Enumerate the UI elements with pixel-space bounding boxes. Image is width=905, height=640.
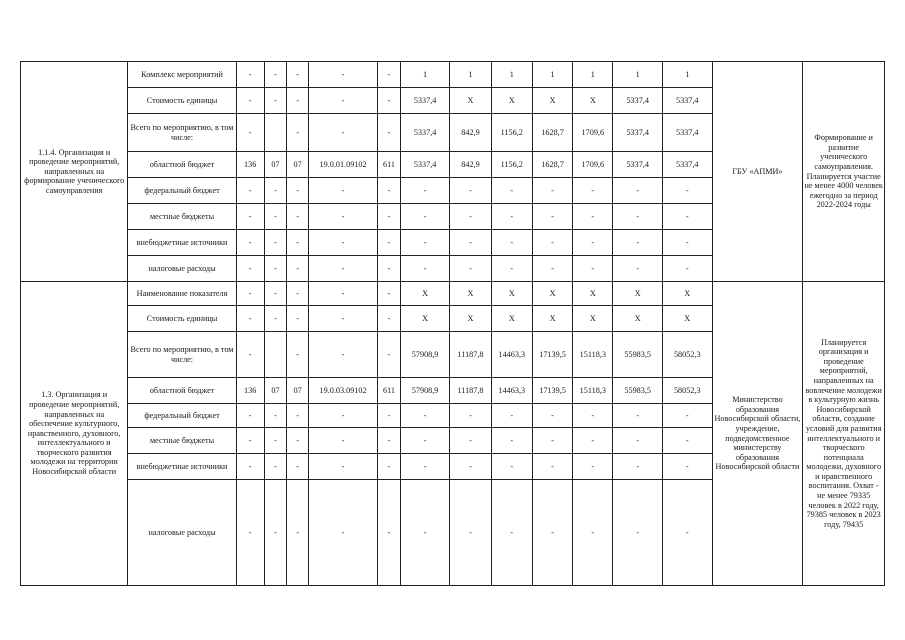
table-cell: - — [378, 178, 401, 204]
table-cell: - — [308, 454, 377, 480]
table-cell: - — [532, 256, 572, 282]
table-cell: - — [308, 428, 377, 454]
table-cell: 1156,2 — [491, 114, 532, 152]
table-cell: - — [662, 178, 712, 204]
executor: Министерство образования Новосибирской области, учреждение, подведомственное министерству образования Новосибирской области — [712, 282, 803, 586]
table-cell: - — [378, 306, 401, 332]
table-cell: - — [308, 88, 377, 114]
table-cell: - — [287, 282, 309, 306]
table-cell: 5337,4 — [613, 152, 663, 178]
table-cell: - — [264, 454, 287, 480]
table-cell: 57908,9 — [400, 378, 450, 404]
row-label: внебюджетные источники — [128, 230, 236, 256]
table-cell: - — [236, 256, 264, 282]
table-cell: - — [532, 230, 572, 256]
table-cell: 1 — [491, 62, 532, 88]
table-cell: - — [491, 256, 532, 282]
table-cell: 1 — [400, 62, 450, 88]
table-cell: 19.0.03.09102 — [308, 378, 377, 404]
table-cell: - — [236, 332, 264, 378]
table-cell: - — [264, 282, 287, 306]
table-cell — [264, 332, 287, 378]
table-cell: 5337,4 — [400, 152, 450, 178]
table-cell: - — [236, 230, 264, 256]
table-cell: - — [264, 178, 287, 204]
table-cell: - — [662, 204, 712, 230]
table-cell: X — [573, 88, 613, 114]
table-cell: - — [236, 204, 264, 230]
table-cell: 17139,5 — [532, 378, 572, 404]
table-row — [21, 282, 885, 306]
table-cell: - — [236, 88, 264, 114]
table-cell: - — [308, 114, 377, 152]
table-cell: 19.0.01.09102 — [308, 152, 377, 178]
table-cell: - — [613, 480, 663, 586]
row-label: Стоимость единицы — [128, 88, 236, 114]
table-cell: X — [400, 306, 450, 332]
table-cell: 1709,6 — [573, 152, 613, 178]
table-cell: - — [491, 230, 532, 256]
table-cell: - — [308, 62, 377, 88]
row-label: областной бюджет — [128, 378, 236, 404]
table-cell: - — [491, 428, 532, 454]
table-cell: - — [236, 282, 264, 306]
row-label: внебюджетные источники — [128, 454, 236, 480]
row-label: Стоимость единицы — [128, 306, 236, 332]
table-cell: - — [287, 204, 309, 230]
activity-name: 1.1.4. Организация и проведение мероприятий, направленных на формирование ученического самоуправления — [21, 62, 128, 282]
table-cell: - — [573, 454, 613, 480]
table-cell: 15118,3 — [573, 378, 613, 404]
table-cell: - — [532, 428, 572, 454]
table-cell: 136 — [236, 152, 264, 178]
table-row — [21, 62, 885, 88]
table-cell: - — [662, 404, 712, 428]
table-cell: - — [400, 428, 450, 454]
table-cell: - — [287, 404, 309, 428]
table-cell: - — [264, 306, 287, 332]
table-cell: 5337,4 — [662, 88, 712, 114]
table-cell: - — [400, 404, 450, 428]
table-cell: - — [378, 480, 401, 586]
row-label: местные бюджеты — [128, 204, 236, 230]
table-cell: - — [264, 404, 287, 428]
table-cell: - — [613, 230, 663, 256]
table-cell: X — [662, 306, 712, 332]
table-cell: - — [573, 230, 613, 256]
table-cell: 1628,7 — [532, 114, 572, 152]
table-cell: - — [532, 178, 572, 204]
table-cell: - — [287, 332, 309, 378]
table-cell: - — [378, 62, 401, 88]
table-cell: - — [287, 480, 309, 586]
table-cell: - — [236, 306, 264, 332]
row-label: Всего по мероприятию, в том числе: — [128, 114, 236, 152]
table-cell: - — [491, 404, 532, 428]
table-cell: - — [264, 256, 287, 282]
table-cell: X — [613, 306, 663, 332]
table-cell: - — [491, 454, 532, 480]
table-cell: - — [264, 62, 287, 88]
budget-table — [20, 61, 885, 586]
table-cell: - — [450, 178, 491, 204]
table-cell: 1 — [573, 62, 613, 88]
table-cell: - — [287, 454, 309, 480]
table-cell: 07 — [264, 152, 287, 178]
table-cell: - — [236, 114, 264, 152]
table-cell: 58052,3 — [662, 332, 712, 378]
table-cell: 1 — [450, 62, 491, 88]
table-cell: 611 — [378, 378, 401, 404]
table-cell: - — [264, 204, 287, 230]
table-cell: - — [378, 428, 401, 454]
table-cell: X — [450, 306, 491, 332]
table-cell: - — [378, 114, 401, 152]
table-cell: 15118,3 — [573, 332, 613, 378]
row-label: федеральный бюджет — [128, 404, 236, 428]
table-cell: - — [287, 230, 309, 256]
table-cell: X — [532, 306, 572, 332]
table-cell: - — [308, 404, 377, 428]
table-cell: - — [662, 230, 712, 256]
table-cell: - — [378, 256, 401, 282]
table-cell: - — [287, 114, 309, 152]
row-label: налоговые расходы — [128, 256, 236, 282]
table-cell: 1628,7 — [532, 152, 572, 178]
table-cell: 136 — [236, 378, 264, 404]
table-cell: X — [400, 282, 450, 306]
table-cell: - — [532, 480, 572, 586]
table-cell: - — [236, 62, 264, 88]
row-label: Комплекс мероприятий — [128, 62, 236, 88]
table-cell: - — [378, 88, 401, 114]
table-cell: - — [613, 178, 663, 204]
table-cell: - — [308, 306, 377, 332]
table-cell: - — [450, 230, 491, 256]
table-cell: - — [264, 230, 287, 256]
table-cell: 842,9 — [450, 114, 491, 152]
table-cell: - — [287, 428, 309, 454]
table-cell: 1 — [662, 62, 712, 88]
table-cell: - — [491, 480, 532, 586]
table-cell: - — [308, 256, 377, 282]
table-cell: 07 — [264, 378, 287, 404]
table-cell: - — [400, 454, 450, 480]
table-cell: 5337,4 — [662, 152, 712, 178]
table-cell: 58052,3 — [662, 378, 712, 404]
table-cell: - — [378, 454, 401, 480]
table-cell: - — [613, 204, 663, 230]
table-cell: - — [613, 454, 663, 480]
table-cell: 842,9 — [450, 152, 491, 178]
executor: ГБУ «АПМИ» — [712, 62, 803, 282]
table-cell: 55983,5 — [613, 332, 663, 378]
table-cell: - — [662, 454, 712, 480]
table-cell: 14463,3 — [491, 378, 532, 404]
table-cell: - — [378, 404, 401, 428]
table-cell: - — [450, 454, 491, 480]
table-cell: - — [236, 178, 264, 204]
table-cell: X — [532, 282, 572, 306]
table-cell — [264, 114, 287, 152]
table-cell: - — [308, 480, 377, 586]
table-cell: - — [532, 454, 572, 480]
table-cell: 5337,4 — [613, 88, 663, 114]
table-cell: 07 — [287, 152, 309, 178]
table-cell: X — [450, 282, 491, 306]
table-cell: - — [308, 204, 377, 230]
table-cell: - — [400, 178, 450, 204]
table-cell: X — [532, 88, 572, 114]
table-cell: 5337,4 — [662, 114, 712, 152]
table-cell: - — [236, 480, 264, 586]
table-cell: - — [573, 480, 613, 586]
table-cell: - — [450, 204, 491, 230]
expected-result: Формирование и развитие ученического самоуправления. Планируется участие не менее 4000 человек ежегодно за период 2022-2024 годы — [803, 62, 885, 282]
table-cell: - — [573, 428, 613, 454]
table-cell: - — [287, 88, 309, 114]
table-cell: - — [573, 404, 613, 428]
row-label: областной бюджет — [128, 152, 236, 178]
table-cell: 1 — [613, 62, 663, 88]
table-cell: - — [662, 256, 712, 282]
table-cell: X — [491, 88, 532, 114]
table-cell: - — [573, 204, 613, 230]
table-cell: X — [491, 306, 532, 332]
table-cell: - — [236, 454, 264, 480]
table-cell: - — [613, 256, 663, 282]
row-label: местные бюджеты — [128, 428, 236, 454]
table-cell: - — [264, 88, 287, 114]
table-cell: 611 — [378, 152, 401, 178]
table-cell: 11187,8 — [450, 332, 491, 378]
table-cell: - — [491, 204, 532, 230]
table-cell: - — [308, 178, 377, 204]
table-cell: - — [400, 480, 450, 586]
table-cell: 55983,5 — [613, 378, 663, 404]
table-cell: 1709,6 — [573, 114, 613, 152]
activity-name: 1.3. Организация и проведение мероприятий, направленных на обеспечение культурного, нравственного, духовного, интеллектуального и творческого развития молодежи на территории Новосибирской области — [21, 282, 128, 586]
table-cell: - — [378, 282, 401, 306]
table-cell: - — [450, 480, 491, 586]
table-cell: - — [450, 428, 491, 454]
table-cell: 1 — [532, 62, 572, 88]
table-cell: X — [573, 282, 613, 306]
table-cell: 1156,2 — [491, 152, 532, 178]
table-cell: - — [573, 256, 613, 282]
table-cell: 57908,9 — [400, 332, 450, 378]
table-cell: - — [236, 404, 264, 428]
table-cell: - — [287, 256, 309, 282]
table-cell: - — [400, 204, 450, 230]
row-label: налоговые расходы — [128, 480, 236, 586]
table-cell: 5337,4 — [400, 114, 450, 152]
table-cell: - — [378, 230, 401, 256]
table-cell: - — [400, 256, 450, 282]
table-cell: - — [378, 332, 401, 378]
table-cell: - — [450, 256, 491, 282]
table-cell: - — [532, 404, 572, 428]
table-cell: - — [264, 480, 287, 586]
table-cell: 14463,3 — [491, 332, 532, 378]
row-label: Наименование показателя — [128, 282, 236, 306]
table-cell: - — [532, 204, 572, 230]
table-cell: - — [236, 428, 264, 454]
table-cell: - — [613, 428, 663, 454]
table-cell: - — [662, 480, 712, 586]
table-cell: - — [378, 204, 401, 230]
table-cell: - — [450, 404, 491, 428]
row-label: Всего по мероприятию, в том числе: — [128, 332, 236, 378]
table-cell: - — [573, 178, 613, 204]
row-label: федеральный бюджет — [128, 178, 236, 204]
table-cell: X — [613, 282, 663, 306]
table-cell: X — [662, 282, 712, 306]
table-cell: - — [308, 230, 377, 256]
table-cell: - — [308, 282, 377, 306]
table-cell: - — [491, 178, 532, 204]
table-cell: - — [287, 306, 309, 332]
table-cell: X — [491, 282, 532, 306]
table-cell: 07 — [287, 378, 309, 404]
table-cell: 11187,8 — [450, 378, 491, 404]
table-cell: X — [573, 306, 613, 332]
table-cell: X — [450, 88, 491, 114]
expected-result: Планируется организация и проведение мероприятий, направленных на вовлечение молодежи в культурную жизнь Новосибирской области, создание условий для развития интеллектуального и творческого потенциала молодежи, духовного и нравственного воспитания. Охват - не менее 79335 человек в 2022 году, 79385 человек в 2023 году, 79435 — [803, 282, 885, 586]
table-cell: - — [264, 428, 287, 454]
table-cell: - — [613, 404, 663, 428]
table-cell: - — [400, 230, 450, 256]
table-cell: - — [287, 62, 309, 88]
table-cell: 5337,4 — [613, 114, 663, 152]
table-cell: - — [662, 428, 712, 454]
table-cell: - — [287, 178, 309, 204]
table-cell: 5337,4 — [400, 88, 450, 114]
table-cell: - — [308, 332, 377, 378]
table-cell: 17139,5 — [532, 332, 572, 378]
